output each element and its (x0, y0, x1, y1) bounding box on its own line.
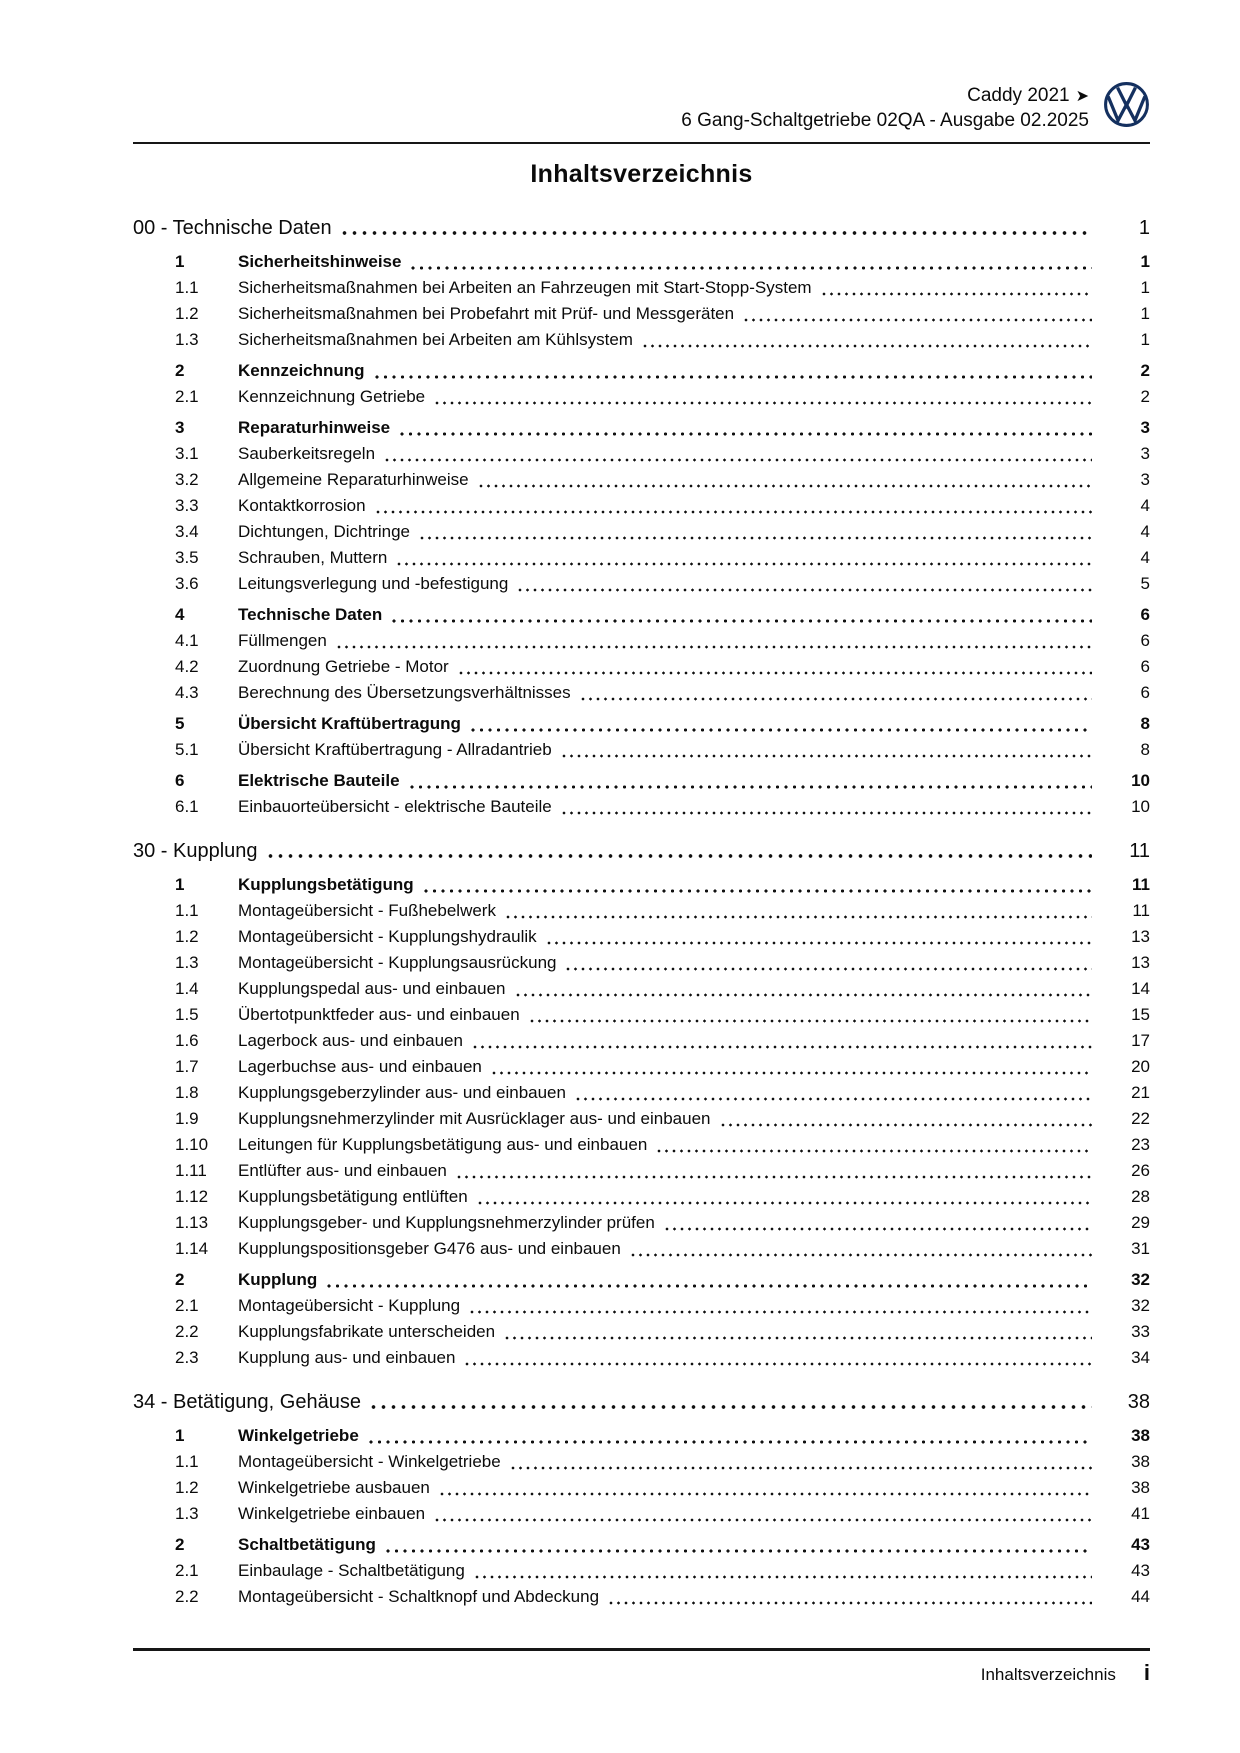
toc-entry-title: Montageübersicht - Schaltknopf und Abdeckung (238, 1587, 600, 1606)
dot-leader (475, 1575, 1092, 1579)
toc-entry-title: Montageübersicht - Winkelgetriebe (238, 1452, 501, 1471)
toc-entry-page: 31 (1131, 1239, 1150, 1258)
toc-entry (133, 794, 1150, 820)
toc-entry (133, 1028, 1150, 1054)
toc-entry-page: 13 (1131, 953, 1150, 972)
dot-leader (397, 562, 1092, 566)
toc-entry-title: Elektrische Bauteile (238, 771, 400, 790)
toc-entry-title: Leitungsverlegung und -befestigung (238, 574, 509, 593)
toc-entry-title: Lagerbock aus- und einbauen (238, 1031, 463, 1050)
dot-leader (562, 811, 1092, 815)
dot-leader (386, 1549, 1092, 1553)
toc-entry-number: 1.5 (175, 1005, 199, 1024)
toc-entry-page: 38 (1131, 1452, 1150, 1471)
toc-entry-number: 1.8 (175, 1083, 199, 1102)
dot-leader (371, 1405, 1092, 1409)
dot-leader (511, 1466, 1092, 1470)
toc-entry (133, 1267, 1150, 1293)
toc-entry-title: Leitungen für Kupplungsbetätigung aus- und einbauen (238, 1135, 648, 1154)
toc-entry-page: 6 (1140, 605, 1150, 624)
dot-leader (392, 619, 1092, 623)
dot-leader (518, 588, 1092, 592)
dot-leader (420, 536, 1092, 540)
toc-chapter-row (133, 838, 1150, 864)
toc-entry-title: Dichtungen, Dichtringe (238, 522, 410, 541)
table-of-contents (133, 189, 1150, 1610)
toc-entry-title: Kupplung aus- und einbauen (238, 1348, 456, 1367)
toc-entry (133, 1132, 1150, 1158)
toc-entry (133, 384, 1150, 410)
toc-entry-title: Kennzeichnung (238, 361, 365, 380)
toc-entry-number: 1.12 (175, 1187, 209, 1206)
toc-entry (133, 1054, 1150, 1080)
toc-entry-page: 34 (1131, 1348, 1150, 1367)
toc-entry-page: 26 (1131, 1161, 1150, 1180)
toc-entry-title: Schaltbetätigung (238, 1535, 376, 1554)
toc-entry-title: Sauberkeitsregeln (238, 444, 376, 463)
toc-entry-page: 1 (1140, 278, 1150, 297)
toc-entry-title: Allgemeine Reparaturhinweise (238, 470, 469, 489)
toc-entry-page: 6 (1140, 657, 1150, 676)
toc-entry-title: Kupplungspedal aus- und einbauen (238, 979, 506, 998)
dot-leader (375, 375, 1092, 379)
dot-leader (376, 510, 1092, 514)
toc-entry-page: 1 (1140, 252, 1150, 271)
toc-entry-page: 4 (1140, 522, 1150, 541)
toc-entry-number: 3.6 (175, 574, 199, 593)
toc-entry-page: 14 (1131, 979, 1150, 998)
toc-entry-page: 4 (1140, 548, 1150, 567)
toc-entry-number: 1.3 (175, 953, 199, 972)
toc-entry-title: Kupplungspositionsgeber G476 aus- und einbauen (238, 1239, 621, 1258)
header-divider (133, 142, 1150, 144)
dot-leader (492, 1071, 1092, 1075)
toc-entry-page: 17 (1131, 1031, 1150, 1050)
toc-entry-number: 5 (175, 714, 185, 733)
toc-entry-title: Einbaulage - Schaltbetätigung (238, 1561, 465, 1580)
dot-leader (631, 1253, 1092, 1257)
toc-entry-page: 32 (1131, 1296, 1150, 1315)
toc-entry-page: 22 (1131, 1109, 1150, 1128)
toc-entry-number: 4.2 (175, 657, 199, 676)
toc-entry (133, 467, 1150, 493)
toc-entry-page: 28 (1131, 1187, 1150, 1206)
toc-entry-title: Kupplungsfabrikate unterscheiden (238, 1322, 496, 1341)
toc-entry (133, 976, 1150, 1002)
toc-entry-page: 2 (1140, 361, 1150, 380)
model-year-arrow-icon: ➤ (1075, 88, 1089, 105)
toc-entry (133, 680, 1150, 706)
toc-entry-number: 1.2 (175, 927, 199, 946)
toc-entry (133, 737, 1150, 763)
dot-leader (581, 697, 1092, 701)
toc-entry-page: 38 (1131, 1426, 1150, 1445)
toc-entry (133, 571, 1150, 597)
dot-leader (744, 318, 1092, 322)
toc-chapter-page: 11 (1129, 840, 1150, 862)
dot-leader (473, 1045, 1092, 1049)
toc-entry-number: 1.9 (175, 1109, 199, 1128)
toc-entry-number: 1.3 (175, 1504, 199, 1523)
toc-entry-page: 10 (1131, 797, 1150, 816)
toc-entry-number: 2 (175, 1270, 185, 1289)
toc-entry-title: Montageübersicht - Kupplungshydraulik (238, 927, 537, 946)
toc-entry-page: 21 (1131, 1083, 1150, 1102)
toc-entry-page: 43 (1131, 1535, 1150, 1554)
header-text-block (681, 84, 1089, 133)
dot-leader (657, 1149, 1092, 1153)
toc-entry-page: 44 (1131, 1587, 1150, 1606)
dot-leader (369, 1440, 1092, 1444)
toc-entry-title: Kennzeichnung Getriebe (238, 387, 426, 406)
toc-entry (133, 1236, 1150, 1262)
toc-entry-number: 1.10 (175, 1135, 209, 1154)
toc-chapter-title: 30 - Kupplung (133, 840, 258, 862)
dot-leader (400, 432, 1092, 436)
model-line (681, 84, 1089, 109)
dot-leader (470, 1310, 1092, 1314)
toc-entry-number: 6 (175, 771, 185, 790)
toc-entry-page: 33 (1131, 1322, 1150, 1341)
toc-entry-page: 1 (1140, 330, 1150, 349)
toc-entry-page: 1 (1140, 304, 1150, 323)
toc-entry-title: Übertotpunktfeder aus- und einbauen (238, 1005, 520, 1024)
toc-entry-page: 38 (1131, 1478, 1150, 1497)
toc-entry-title: Entlüfter aus- und einbauen (238, 1161, 447, 1180)
toc-entry (133, 275, 1150, 301)
toc-entry-number: 1 (175, 875, 185, 894)
dot-leader (457, 1175, 1092, 1179)
toc-entry-number: 4.1 (175, 631, 199, 650)
toc-entry-title: Übersicht Kraftübertragung (238, 714, 461, 733)
toc-entry (133, 1293, 1150, 1319)
dot-leader (665, 1227, 1092, 1231)
dot-leader (479, 484, 1092, 488)
toc-chapter-row (133, 1389, 1150, 1415)
toc-entry (133, 1558, 1150, 1584)
dot-leader (478, 1201, 1092, 1205)
page-header (0, 0, 1240, 133)
toc-entry (133, 249, 1150, 275)
toc-entry-number: 1.11 (175, 1161, 207, 1180)
dot-leader (516, 993, 1092, 997)
toc-entry-title: Sicherheitsmaßnahmen bei Arbeiten an Fahrzeugen mit Start-Stopp-System (238, 278, 812, 297)
toc-entry-number: 1.3 (175, 330, 199, 349)
toc-entry (133, 358, 1150, 384)
toc-entry-number: 3.5 (175, 548, 199, 567)
toc-entry-page: 11 (1132, 875, 1150, 894)
toc-entry-title: Schrauben, Muttern (238, 548, 388, 567)
toc-entry (133, 1501, 1150, 1527)
toc-entry-number: 4.3 (175, 683, 199, 702)
toc-entry-title: Winkelgetriebe (238, 1426, 359, 1445)
dot-leader (566, 967, 1092, 971)
toc-entry-number: 1.14 (175, 1239, 209, 1258)
toc-entry (133, 441, 1150, 467)
toc-entry (133, 1106, 1150, 1132)
toc-entry-number: 1.1 (175, 1452, 199, 1471)
toc-entry-page: 11 (1132, 901, 1150, 920)
dot-leader (547, 941, 1092, 945)
dot-leader (435, 1518, 1092, 1522)
dot-leader (530, 1019, 1092, 1023)
dot-leader (562, 754, 1092, 758)
toc-entry-number: 1.1 (175, 901, 199, 920)
toc-entry (133, 1345, 1150, 1371)
toc-entry-number: 6.1 (175, 797, 199, 816)
toc-entry-title: Kupplungsgeberzylinder aus- und einbauen (238, 1083, 566, 1102)
toc-entry-page: 32 (1131, 1270, 1150, 1289)
dot-leader (327, 1284, 1092, 1288)
toc-entry-title: Berechnung des Übersetzungsverhältnisses (238, 683, 571, 702)
toc-chapter-title: 00 - Technische Daten (133, 217, 332, 239)
dot-leader (576, 1097, 1092, 1101)
toc-entry-title: Kupplung (238, 1270, 318, 1289)
toc-entry-title: Winkelgetriebe einbauen (238, 1504, 426, 1523)
dot-leader (465, 1362, 1092, 1366)
footer-page-number: i (1143, 1660, 1150, 1685)
toc-entry (133, 1210, 1150, 1236)
toc-entry (133, 327, 1150, 353)
toc-entry-page: 13 (1131, 927, 1150, 946)
toc-entry (133, 602, 1150, 628)
toc-chapter-title: 34 - Betätigung, Gehäuse (133, 1391, 361, 1413)
toc-entry-number: 1.13 (175, 1213, 209, 1232)
toc-entry-page: 8 (1140, 714, 1150, 733)
toc-entry-number: 3.2 (175, 470, 199, 489)
toc-entry-page: 3 (1140, 444, 1150, 463)
toc-entry-title: Montageübersicht - Fußhebelwerk (238, 901, 496, 920)
toc-entry (133, 898, 1150, 924)
toc-entry (133, 1584, 1150, 1610)
toc-entry (133, 872, 1150, 898)
toc-entry-title: Winkelgetriebe ausbauen (238, 1478, 430, 1497)
toc-entry (133, 1002, 1150, 1028)
toc-entry-number: 2.2 (175, 1322, 199, 1341)
toc-entry-title: Kupplungsbetätigung entlüften (238, 1187, 468, 1206)
toc-entry-title: Lagerbuchse aus- und einbauen (238, 1057, 482, 1076)
dot-leader (411, 266, 1092, 270)
page-footer (133, 1648, 1150, 1686)
toc-entry-page: 6 (1140, 683, 1150, 702)
toc-entry-title: Sicherheitshinweise (238, 252, 402, 271)
toc-entry-page: 10 (1131, 771, 1150, 790)
toc-entry (133, 1184, 1150, 1210)
footer-label: Inhaltsverzeichnis (980, 1665, 1116, 1684)
dot-leader (721, 1123, 1092, 1127)
toc-entry-number: 1.6 (175, 1031, 199, 1050)
toc-entry-title: Technische Daten (238, 605, 383, 624)
toc-entry-number: 2.1 (175, 387, 199, 406)
toc-entry-number: 2.1 (175, 1296, 199, 1315)
toc-entry (133, 924, 1150, 950)
toc-entry-title: Reparaturhinweise (238, 418, 391, 437)
toc-entry (133, 1449, 1150, 1475)
toc-entry-title: Sicherheitsmaßnahmen bei Probefahrt mit Prüf- und Messgeräten (238, 304, 735, 323)
toc-entry-number: 1.2 (175, 1478, 199, 1497)
toc-entry (133, 415, 1150, 441)
toc-entry-page: 41 (1131, 1504, 1150, 1523)
toc-entry (133, 711, 1150, 737)
toc-entry-number: 1.4 (175, 979, 199, 998)
dot-leader (337, 645, 1092, 649)
toc-entry-page: 5 (1140, 574, 1150, 593)
dot-leader (410, 785, 1092, 789)
toc-entry (133, 519, 1150, 545)
dot-leader (822, 292, 1092, 296)
toc-entry-number: 2 (175, 361, 185, 380)
toc-entry-title: Kupplungsgeber- und Kupplungsnehmerzylinder prüfen (238, 1213, 655, 1232)
toc-entry-title: Einbauorteübersicht - elektrische Bauteile (238, 797, 552, 816)
toc-entry-page: 20 (1131, 1057, 1150, 1076)
toc-entry-page: 2 (1140, 387, 1150, 406)
toc-entry-title: Zuordnung Getriebe - Motor (238, 657, 449, 676)
toc-entry-number: 1.2 (175, 304, 199, 323)
dot-leader (459, 671, 1092, 675)
page-title: Inhaltsverzeichnis (530, 160, 753, 188)
toc-chapter-page: 1 (1138, 217, 1150, 239)
model-name: Caddy 2021 (967, 85, 1070, 106)
toc-entry-title: Kupplungsbetätigung (238, 875, 414, 894)
toc-entry (133, 545, 1150, 571)
toc-entry (133, 1475, 1150, 1501)
toc-entry-title: Füllmengen (238, 631, 327, 650)
dot-leader (424, 889, 1092, 893)
toc-entry-number: 3 (175, 418, 185, 437)
toc-entry-number: 3.3 (175, 496, 199, 515)
dot-leader (643, 344, 1092, 348)
toc-entry (133, 768, 1150, 794)
toc-entry-page: 4 (1140, 496, 1150, 515)
toc-entry-number: 2.2 (175, 1587, 199, 1606)
dot-leader (268, 854, 1092, 858)
toc-entry (133, 301, 1150, 327)
toc-entry-number: 3.1 (175, 444, 199, 463)
toc-entry (133, 493, 1150, 519)
document-subtitle: 6 Gang-Schaltgetriebe 02QA - Ausgabe 02.2025 (681, 110, 1089, 131)
toc-entry-page: 15 (1131, 1005, 1150, 1024)
toc-entry-title: Montageübersicht - Kupplung (238, 1296, 461, 1315)
toc-entry-title: Kontaktkorrosion (238, 496, 366, 515)
toc-entry-title: Kupplungsnehmerzylinder mit Ausrücklager aus- und einbauen (238, 1109, 711, 1128)
dot-leader (435, 401, 1092, 405)
toc-entry-number: 5.1 (175, 740, 199, 759)
toc-entry (133, 950, 1150, 976)
dot-leader (471, 728, 1092, 732)
toc-entry-number: 1.1 (175, 278, 199, 297)
toc-entry (133, 1532, 1150, 1558)
dot-leader (342, 231, 1092, 235)
toc-entry-page: 29 (1131, 1213, 1150, 1232)
dot-leader (609, 1601, 1092, 1605)
dot-leader (385, 458, 1092, 462)
dot-leader (440, 1492, 1092, 1496)
toc-entry-number: 1.7 (175, 1057, 199, 1076)
toc-entry-number: 3.4 (175, 522, 199, 541)
toc-entry-page: 6 (1140, 631, 1150, 650)
toc-entry-number: 1 (175, 1426, 185, 1445)
toc-entry-page: 8 (1140, 740, 1150, 759)
toc-entry-number: 2.3 (175, 1348, 199, 1367)
toc-entry (133, 1319, 1150, 1345)
toc-entry-page: 3 (1140, 470, 1150, 489)
toc-entry (133, 654, 1150, 680)
toc-entry-page: 43 (1131, 1561, 1150, 1580)
toc-entry-number: 1 (175, 252, 185, 271)
vw-logo-icon (1103, 81, 1150, 128)
toc-chapter-row (133, 215, 1150, 241)
toc-entry (133, 1158, 1150, 1184)
toc-entry-number: 2.1 (175, 1561, 199, 1580)
toc-entry (133, 628, 1150, 654)
toc-entry-title: Montageübersicht - Kupplungsausrückung (238, 953, 557, 972)
toc-entry (133, 1080, 1150, 1106)
toc-entry-title: Übersicht Kraftübertragung - Allradantrieb (238, 740, 552, 759)
toc-entry-number: 2 (175, 1535, 185, 1554)
dot-leader (506, 915, 1092, 919)
toc-entry-title: Sicherheitsmaßnahmen bei Arbeiten am Kühlsystem (238, 330, 633, 349)
toc-entry (133, 1423, 1150, 1449)
toc-entry-page: 23 (1131, 1135, 1150, 1154)
dot-leader (505, 1336, 1092, 1340)
toc-chapter-page: 38 (1127, 1391, 1150, 1413)
toc-entry-page: 3 (1140, 418, 1150, 437)
toc-entry-number: 4 (175, 605, 185, 624)
